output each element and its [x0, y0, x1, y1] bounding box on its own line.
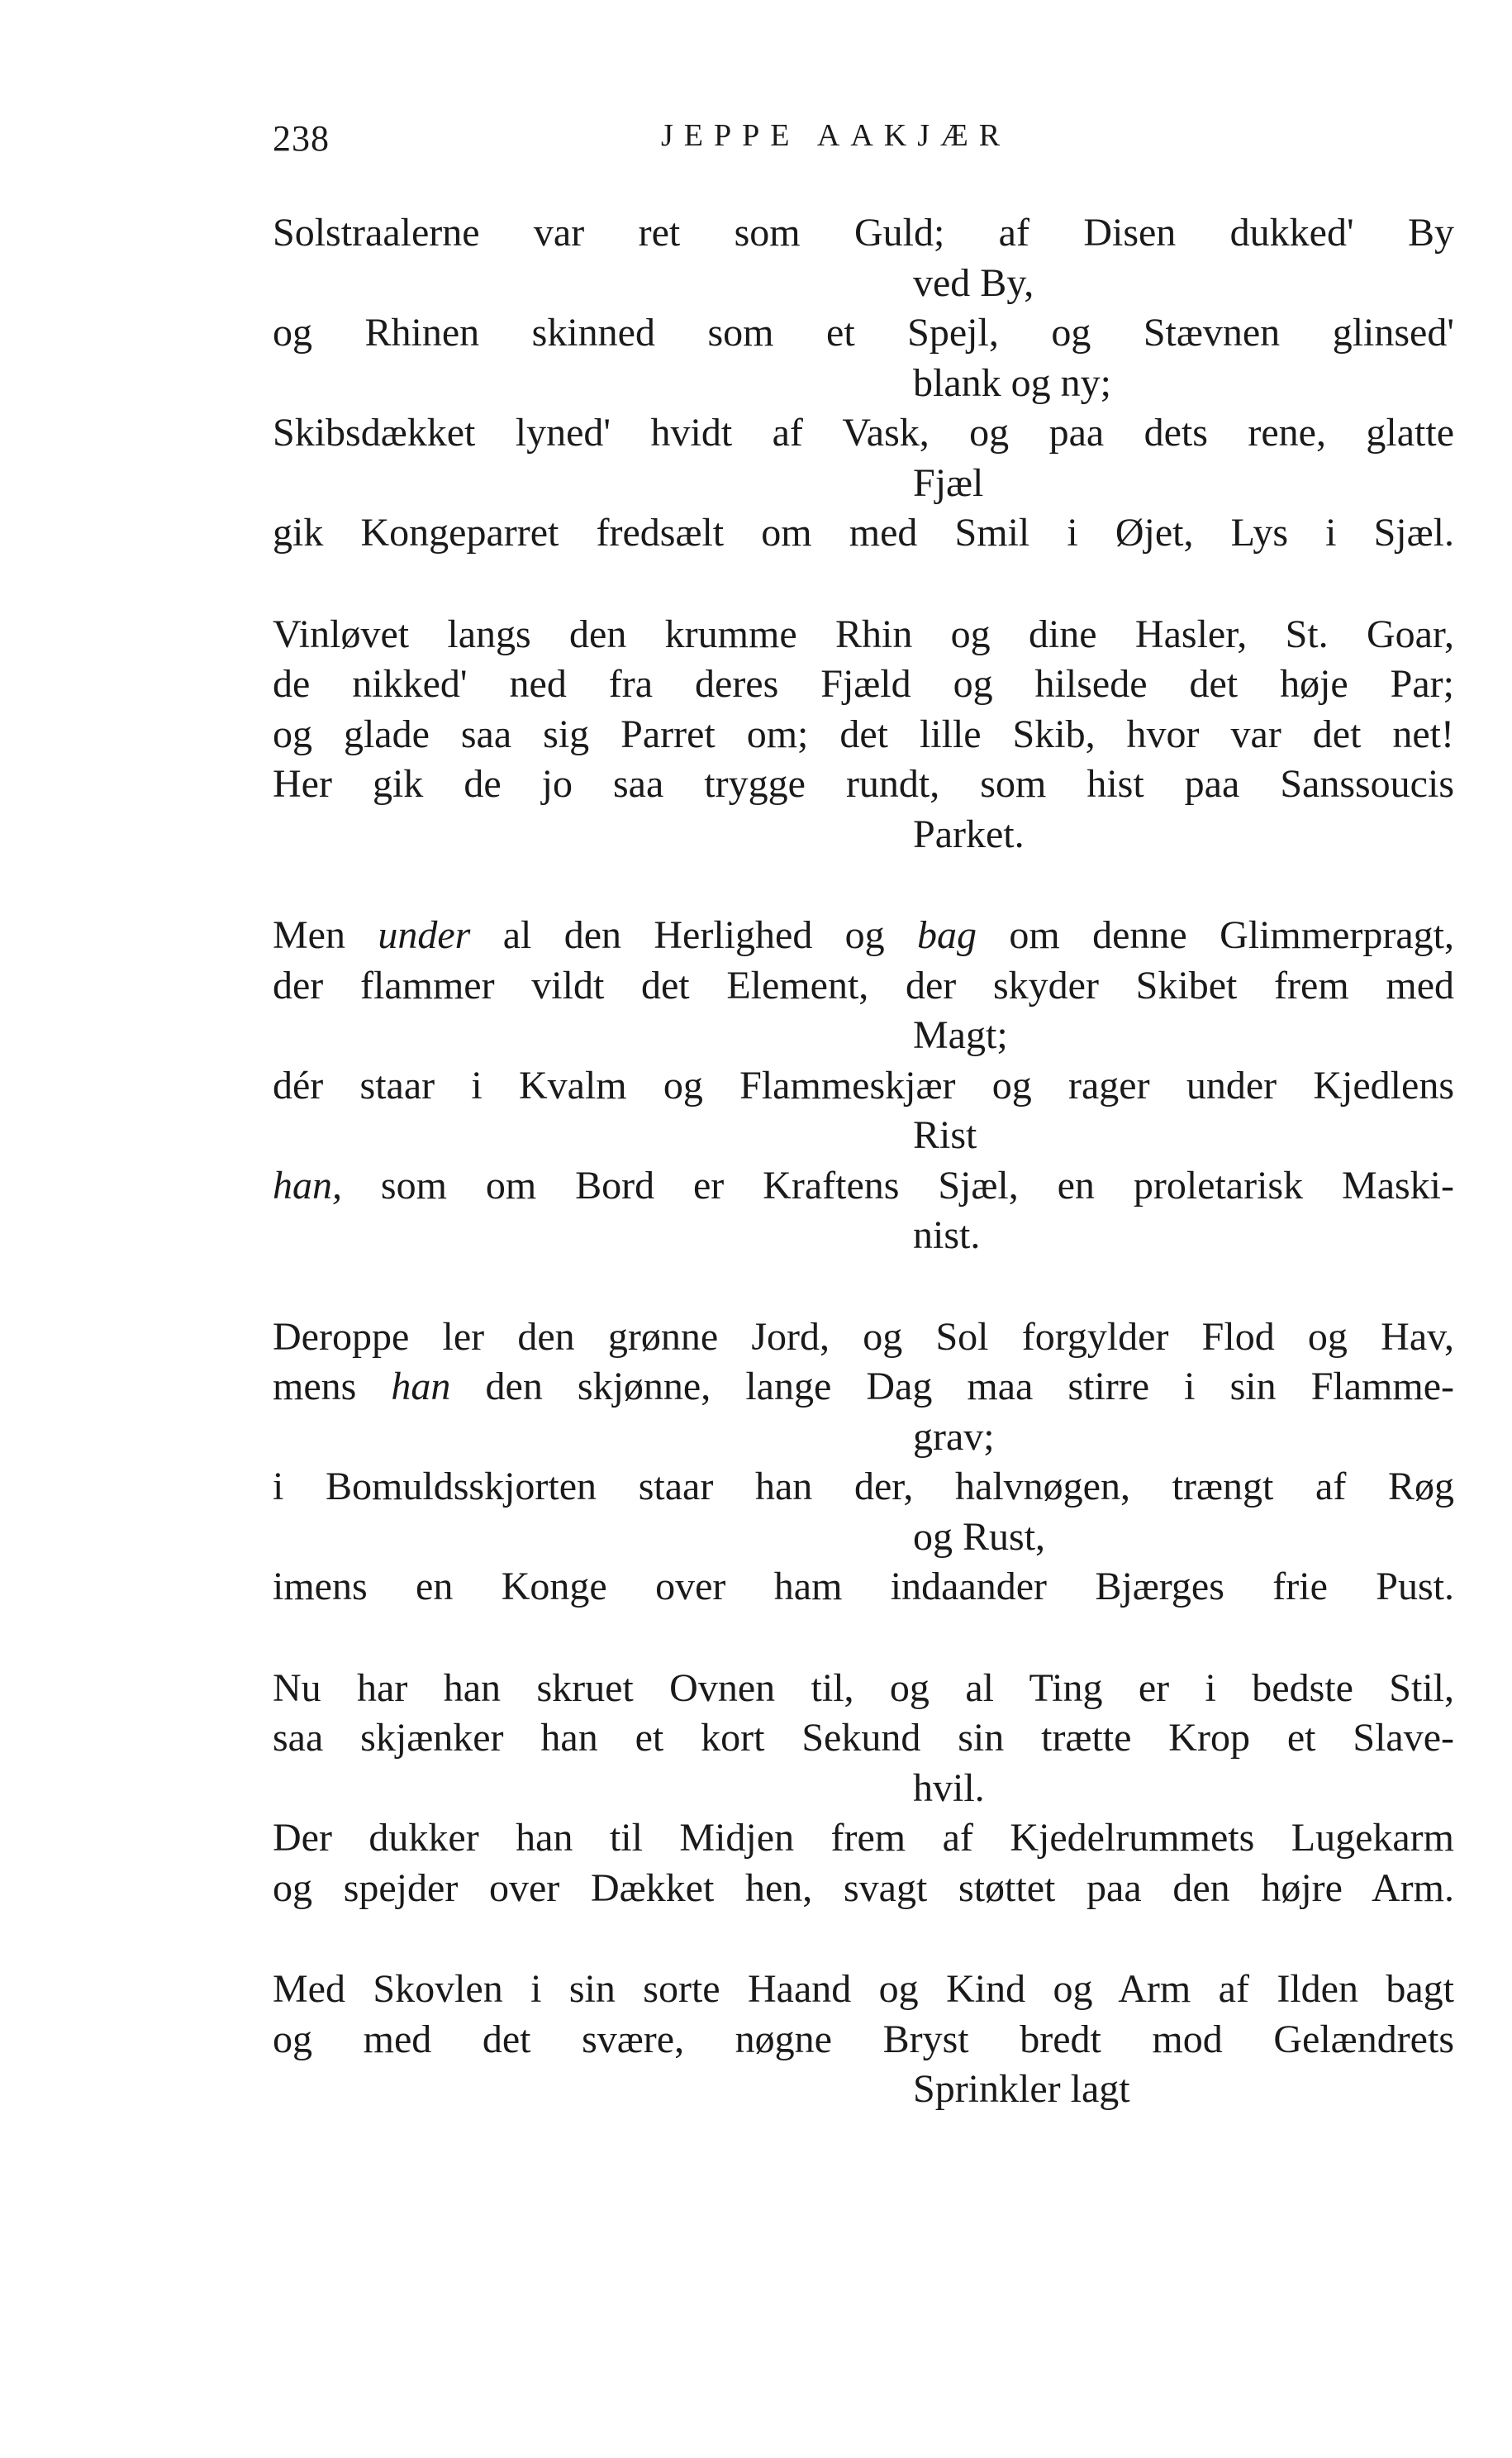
page-header	[273, 117, 1454, 167]
verse-line: Her gik de jo saa trygge rundt, som hist paa Sanssoucis Parket.	[273, 762, 1454, 856]
verse-line: i Bomuldsskjorten staar han der, halvnøgen, trængt af Røg og Rust,	[273, 1465, 1454, 1559]
verse-line: Der dukker han til Midjen frem af Kjedelrummets Lugekarm	[273, 1816, 1454, 1860]
verse-line: og glade saa sig Parret om; det lille Skib, hvor var det net!	[273, 712, 1454, 756]
verse-line: Nu har han skruet Ovnen til, og al Ting er i bedste Stil,	[273, 1665, 1454, 1710]
stanza	[273, 1312, 1454, 1612]
verse-line: gik Kongeparret fredsælt om med Smil i Øjet, Lys i Sjæl.	[273, 511, 1454, 555]
poem-body	[273, 208, 1454, 2166]
verse-line: Med Skovlen i sin sorte Haand og Kind og Arm af Ilden bagt	[273, 1967, 1454, 2011]
verse-line: imens en Konge over ham indaander Bjærges frie Pust.	[273, 1565, 1454, 1608]
verse-line: dér staar i Kvalm og Flammeskjær og rager under Kjedlens Rist	[273, 1063, 1454, 1157]
verse-line: Men under al den Herlighed og bag om denne Glimmerpragt,	[273, 913, 1455, 957]
verse-line: Solstraalerne var ret som Guld; af Disen dukked' By ved By,	[273, 211, 1454, 305]
verse-line: saa skjænker han et kort Sekund sin trætte Krop et Slave- hvil.	[273, 1716, 1454, 1810]
italic-word: under	[378, 913, 471, 957]
verse-line: de nikked' ned fra deres Fjæld og hilsede det høje Par;	[273, 662, 1454, 706]
italic-word: han,	[273, 1163, 342, 1208]
verse-line: Skibsdækket lyned' hvidt af Vask, og paa dets rene, glatte Fjæl	[273, 411, 1454, 505]
italic-word: bag	[917, 913, 977, 957]
stanza	[273, 911, 1454, 1261]
verse-line: der flammer vildt det Element, der skyder Skibet frem med Magt;	[273, 963, 1454, 1057]
running-head: JEPPE AAKJÆR	[661, 118, 1011, 153]
verse-line: og med det svære, nøgne Bryst bredt mod Gelændrets Sprinkler lagt	[273, 2017, 1454, 2111]
italic-word: han	[391, 1365, 451, 1408]
stanza	[273, 1664, 1454, 1914]
verse-line: og Rhinen skinned som et Spejl, og Stævnen glinsed' blank og ny;	[273, 311, 1454, 405]
stanza	[273, 1965, 1454, 2115]
verse-line: han, som om Bord er Kraftens Sjæl, en proletarisk Maski- nist.	[273, 1163, 1454, 1257]
stanza	[273, 610, 1454, 860]
verse-line: og spejder over Dækket hen, svagt støttet paa den højre Arm.	[273, 1865, 1454, 1910]
verse-line: Vinløvet langs den krumme Rhin og dine Hasler, St. Goar,	[273, 612, 1454, 656]
page-number: 238	[273, 118, 330, 159]
verse-line: mens han den skjønne, lange Dag maa stirre i sin Flamme- grav;	[273, 1365, 1454, 1459]
stanza	[273, 208, 1454, 559]
verse-line: Deroppe ler den grønne Jord, og Sol forgylder Flod og Hav,	[273, 1314, 1454, 1359]
